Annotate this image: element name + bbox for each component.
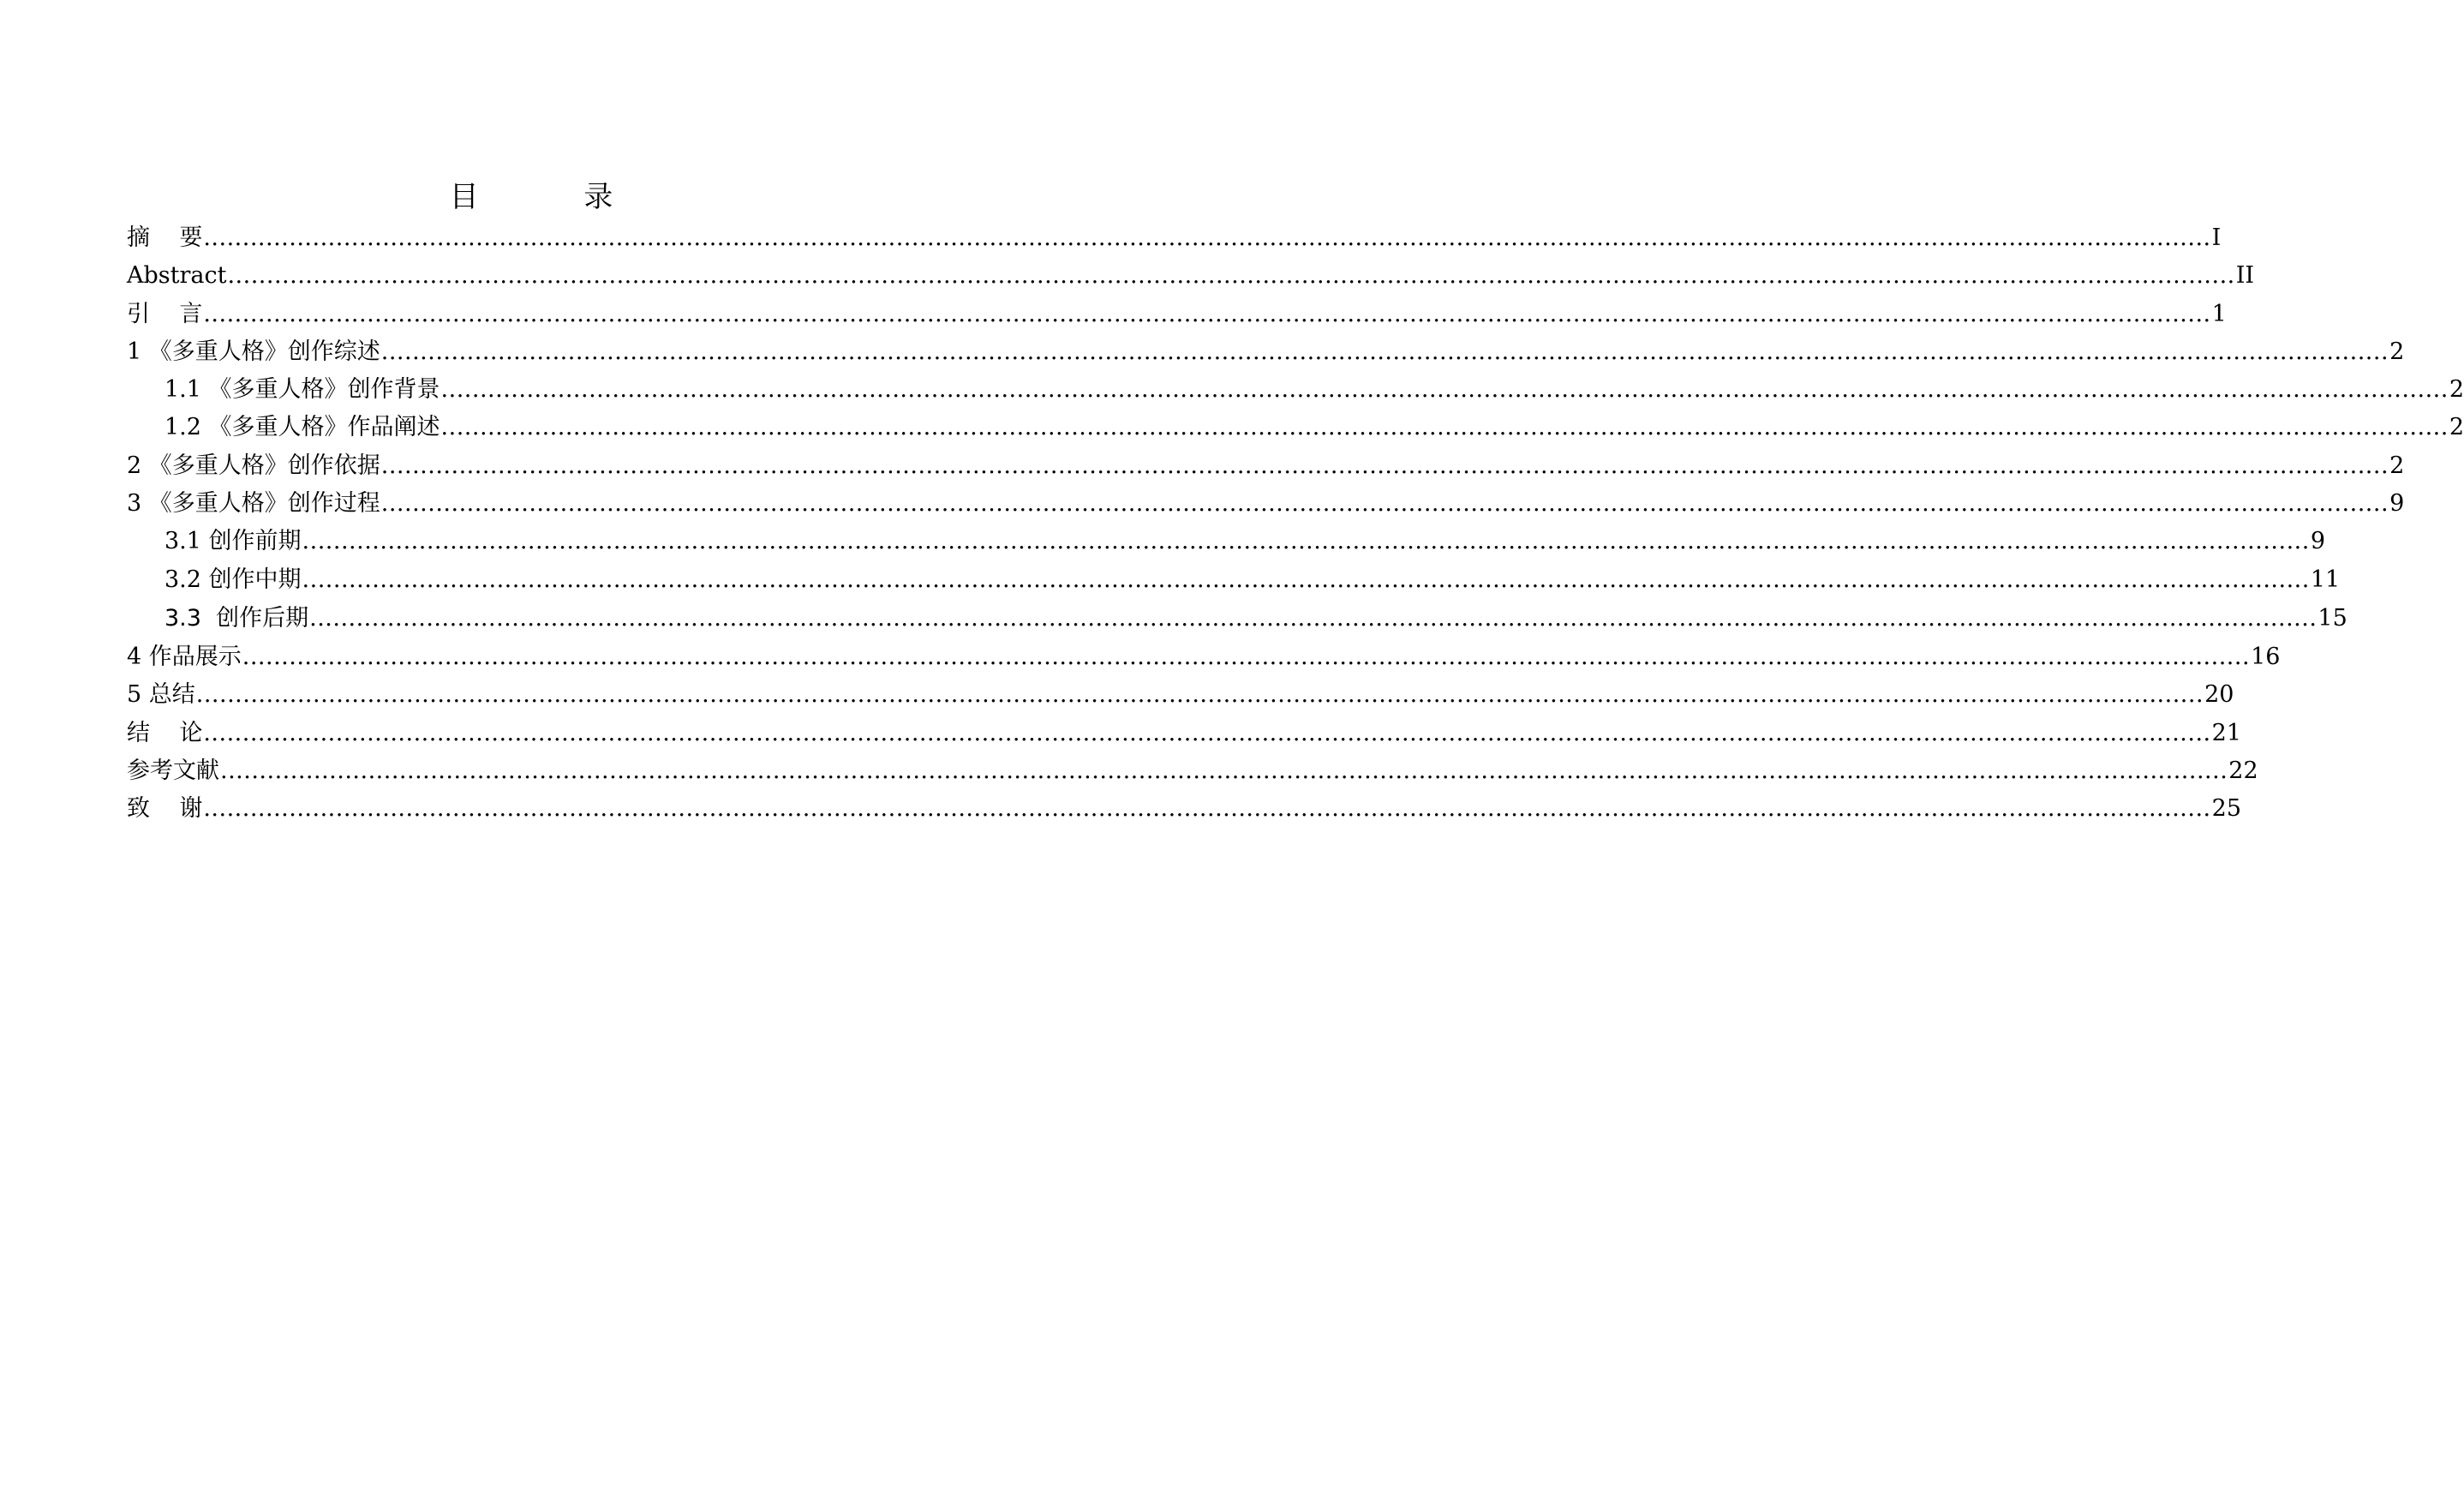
toc-entry-section-1-2[interactable] bbox=[127, 409, 2464, 446]
toc-entry-label: 1.1 《多重人格》创作背景 bbox=[164, 376, 440, 404]
toc-entry-page: 21 bbox=[2211, 719, 2241, 746]
toc-entry-label: 致 谢 bbox=[127, 795, 203, 823]
toc-entry-page: 9 bbox=[2310, 528, 2326, 555]
toc-entry-page: 1 bbox=[2211, 300, 2227, 327]
toc-entry-section-3-3[interactable] bbox=[127, 599, 2347, 638]
toc-entry-label: 5 总结 bbox=[127, 681, 195, 709]
toc-entry-page: 22 bbox=[2228, 757, 2258, 784]
toc-entry-page: 25 bbox=[2211, 795, 2241, 823]
toc-entry-label: 1 《多重人格》创作综述 bbox=[127, 338, 380, 365]
dot-leader: .................................................................................................................................................................................................................................................................. bbox=[380, 490, 2389, 518]
toc-entry-page: I bbox=[2211, 225, 2222, 251]
toc-entry-label: 摘 要 bbox=[127, 225, 203, 251]
dot-leader: .................................................................................................................................................................................................................................................................. bbox=[203, 225, 2211, 251]
toc-title: 目 录 bbox=[449, 180, 661, 214]
toc-entry-label: 3.3 创作后期 bbox=[164, 604, 309, 632]
dot-leader: .................................................................................................................................................................................................................................................................. bbox=[203, 795, 2211, 823]
toc-entry-abstract-en[interactable] bbox=[127, 257, 2255, 295]
toc-entry-references[interactable] bbox=[127, 752, 2258, 790]
toc-entry-label: 4 作品展示 bbox=[127, 643, 242, 670]
toc-entry-page: 9 bbox=[2389, 490, 2405, 518]
toc-entry-acknowledgements[interactable] bbox=[127, 790, 2241, 828]
toc-entry-page: 20 bbox=[2204, 681, 2234, 709]
toc-entry-label: 2 《多重人格》创作依据 bbox=[127, 452, 380, 479]
toc-entry-label: 3.1 创作前期 bbox=[164, 528, 302, 555]
toc-entry-label: 参考文献 bbox=[127, 757, 219, 784]
toc-entry-chapter-2[interactable] bbox=[127, 447, 2405, 485]
toc-entry-conclusion[interactable] bbox=[127, 715, 2241, 752]
toc-entry-label: 1.2 《多重人格》作品阐述 bbox=[164, 414, 440, 441]
toc-entry-chapter-5[interactable] bbox=[127, 676, 2234, 714]
toc-entry-section-3-1[interactable] bbox=[127, 523, 2326, 560]
toc-entry-chapter-1[interactable] bbox=[127, 333, 2405, 371]
toc-entry-label: 结 论 bbox=[127, 719, 203, 746]
dot-leader: .................................................................................................................................................................................................................................................................. bbox=[440, 414, 2449, 441]
toc-entry-chapter-3[interactable] bbox=[127, 485, 2405, 523]
toc-entry-section-1-1[interactable] bbox=[127, 371, 2464, 409]
toc-entry-page: 15 bbox=[2317, 604, 2347, 632]
toc-entry-page: 2 bbox=[2449, 414, 2464, 441]
toc-entry-label: 3 《多重人格》创作过程 bbox=[127, 490, 380, 518]
toc-entry-page: 2 bbox=[2389, 338, 2405, 365]
toc-entry-page: 2 bbox=[2389, 452, 2405, 479]
toc-entry-page: II bbox=[2235, 262, 2255, 290]
dot-leader: .................................................................................................................................................................................................................................................................. bbox=[220, 757, 2228, 784]
toc-entry-abstract-cn[interactable] bbox=[127, 219, 2222, 257]
toc-entry-label: Abstract bbox=[127, 262, 227, 290]
toc-entry-label: 3.2 创作中期 bbox=[164, 566, 302, 593]
dot-leader: .................................................................................................................................................................................................................................................................. bbox=[203, 719, 2211, 746]
dot-leader: .................................................................................................................................................................................................................................................................. bbox=[302, 528, 2310, 555]
dot-leader: .................................................................................................................................................................................................................................................................. bbox=[242, 643, 2251, 670]
toc-entry-introduction[interactable] bbox=[127, 296, 2227, 333]
toc-entry-section-3-2[interactable] bbox=[127, 561, 2341, 599]
dot-leader: .................................................................................................................................................................................................................................................................. bbox=[302, 566, 2310, 593]
dot-leader: .................................................................................................................................................................................................................................................................. bbox=[203, 300, 2211, 327]
toc-entry-page: 11 bbox=[2310, 566, 2341, 593]
toc-entry-label: 引 言 bbox=[127, 300, 203, 327]
dot-leader: .................................................................................................................................................................................................................................................................. bbox=[195, 681, 2204, 709]
dot-leader: .................................................................................................................................................................................................................................................................. bbox=[380, 338, 2389, 365]
toc-entry-page: 16 bbox=[2251, 643, 2281, 670]
toc-entry-page: 2 bbox=[2449, 376, 2464, 404]
toc-entry-chapter-4[interactable] bbox=[127, 638, 2281, 676]
dot-leader: .................................................................................................................................................................................................................................................................. bbox=[440, 376, 2449, 404]
dot-leader: .................................................................................................................................................................................................................................................................. bbox=[227, 262, 2235, 290]
dot-leader: .................................................................................................................................................................................................................................................................. bbox=[380, 452, 2389, 479]
dot-leader: .................................................................................................................................................................................................................................................................. bbox=[309, 604, 2317, 632]
table-of-contents bbox=[127, 219, 2464, 828]
